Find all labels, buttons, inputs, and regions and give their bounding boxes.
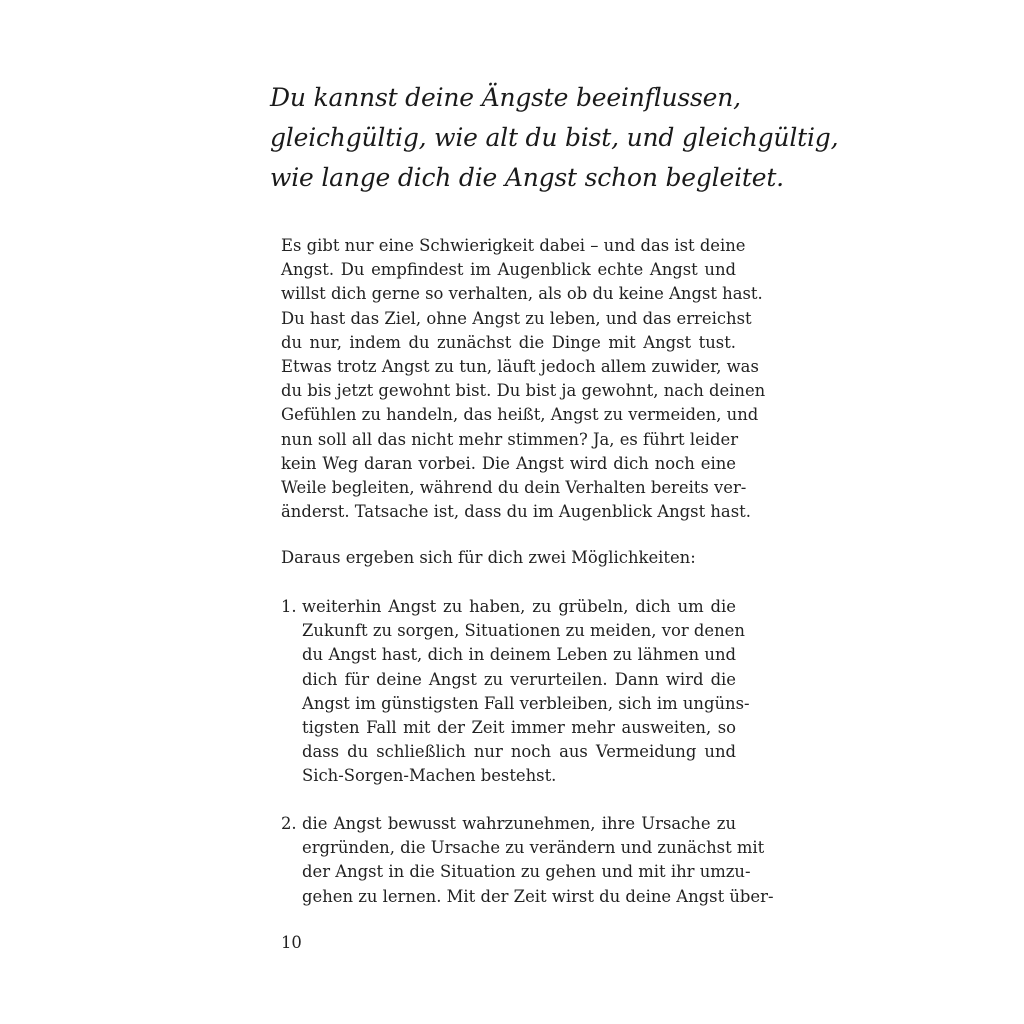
- quote-line: Du kannst deine Ängste beeinflussen,: [270, 83, 741, 112]
- list-item: [281, 595, 750, 789]
- handwritten-quote: [270, 78, 839, 198]
- text-line: Sich-Sorgen-Machen bestehst.: [302, 766, 557, 786]
- text-line: dass du schließlich nur noch aus Vermeidung und: [302, 742, 736, 762]
- list-number: 2.: [281, 814, 297, 833]
- text-line: du bis jetzt gewohnt bist. Du bist ja gewohnt, nach deinen: [281, 381, 766, 401]
- text-line: kein Weg daran vorbei. Die Angst wird dich noch eine: [281, 453, 736, 473]
- quote-line: wie lange dich die Angst schon begleitet.: [270, 163, 784, 192]
- text-line: Etwas trotz Angst zu tun, läuft jedoch allem zuwider, was: [281, 357, 759, 377]
- paragraph-main: [281, 234, 766, 524]
- list-item: [281, 812, 774, 909]
- text-line: Weile begleiten, während du dein Verhalten bereits ver-: [281, 478, 747, 498]
- text-line: dich für deine Angst zu verurteilen. Dann wird die: [302, 669, 736, 689]
- text-line: Du hast das Ziel, ohne Angst zu leben, und das erreichst: [281, 308, 752, 328]
- text-line: gehen zu lernen. Mit der Zeit wirst du deine Angst über-: [302, 886, 774, 906]
- text-line: die Angst bewusst wahrzunehmen, ihre Ursache zu: [302, 814, 736, 833]
- text-line: Zukunft zu sorgen, Situationen zu meiden, vor denen: [302, 621, 745, 641]
- text-line: der Angst in die Situation zu gehen und mit ihr umzu-: [302, 862, 751, 882]
- text-line: ergründen, die Ursache zu verändern und zunächst mit: [302, 838, 765, 858]
- text-line: Angst im günstigsten Fall verbleiben, sich im ungüns-: [302, 693, 750, 713]
- text-line: willst dich gerne so verhalten, als ob du keine Angst hast.: [281, 284, 763, 304]
- text-line: tigsten Fall mit der Zeit immer mehr ausweiten, so: [302, 718, 736, 738]
- page-number: 10: [281, 933, 302, 952]
- text-line: Angst. Du empfindest im Augenblick echte Angst und: [281, 260, 736, 280]
- text-line: du nur, indem du zunächst die Dinge mit Angst tust.: [281, 332, 736, 352]
- text-line: weiterhin Angst zu haben, zu grübeln, dich um die: [302, 597, 736, 616]
- list-number: 1.: [281, 597, 297, 616]
- text-line: änderst. Tatsache ist, dass du im Augenblick Angst hast.: [281, 502, 751, 522]
- quote-line: gleichgültig, wie alt du bist, und gleichgültig,: [270, 123, 839, 152]
- text-line: nun soll all das nicht mehr stimmen? Ja, es führt leider: [281, 429, 739, 449]
- list-item-text: [302, 812, 774, 909]
- text-line: Es gibt nur eine Schwierigkeit dabei – und das ist deine: [281, 236, 746, 255]
- text-line: Gefühlen zu handeln, das heißt, Angst zu vermeiden, und: [281, 405, 759, 425]
- list-intro: Daraus ergeben sich für dich zwei Möglichkeiten:: [281, 548, 696, 567]
- text-line: du Angst hast, dich in deinem Leben zu lähmen und: [302, 645, 736, 665]
- list-item-text: [302, 595, 750, 789]
